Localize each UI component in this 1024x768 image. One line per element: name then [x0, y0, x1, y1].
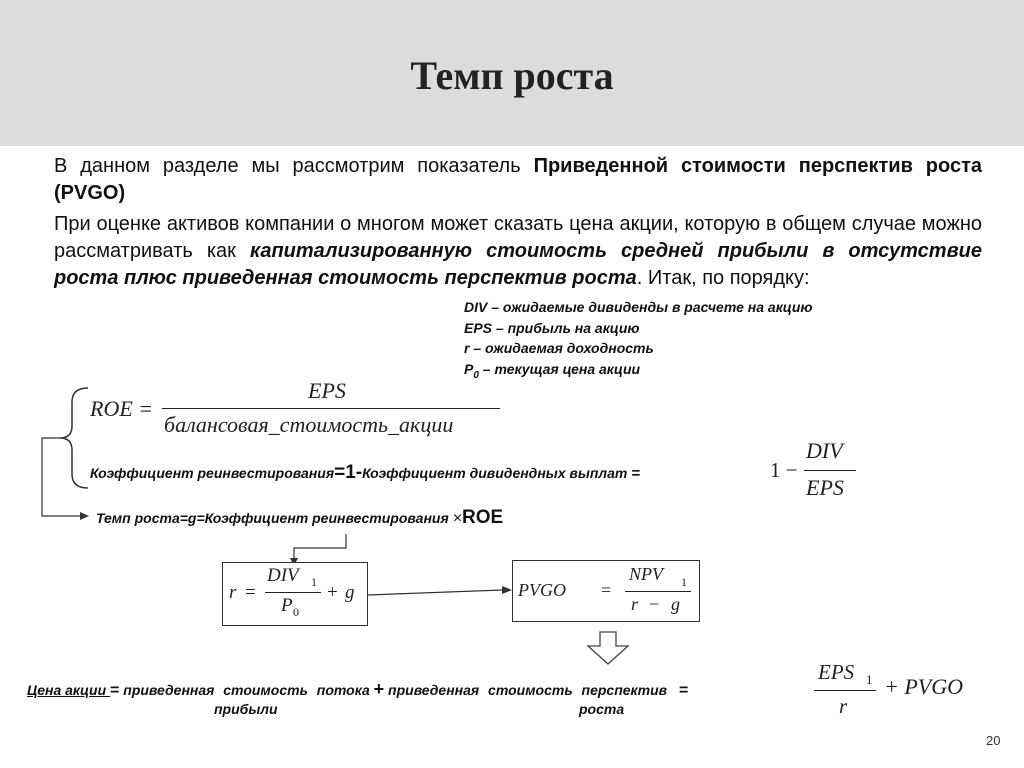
- price-term1-line2: прибыли: [214, 701, 278, 717]
- slide-title: Темп роста: [410, 53, 614, 98]
- pvgo-den-minus: −: [649, 594, 660, 614]
- r-eq: =: [245, 582, 256, 603]
- reinvestment-eq2: =: [627, 465, 641, 482]
- roe-denominator: балансовая_стоимость_акции: [164, 412, 454, 437]
- reinvestment-one-minus: 1 −: [770, 458, 798, 482]
- roe-lhs: ROE =: [90, 396, 154, 421]
- r-num-sub: 1: [311, 575, 317, 589]
- r-numerator: DIV: [267, 565, 299, 586]
- times-sign: ×: [452, 510, 462, 527]
- reinvestment-label: Коэффициент реинвестирования: [90, 465, 335, 481]
- price-term1-line1: приведенная стоимость потока: [123, 682, 370, 698]
- pvgo-lhs: PVGO: [518, 580, 566, 600]
- definition-symbol: r: [464, 340, 470, 356]
- r-to-pvgo-line: [368, 590, 502, 595]
- reinvestment-numerator: DIV: [806, 438, 843, 463]
- price-label: Цена акции: [27, 682, 111, 698]
- page-number: 20: [986, 733, 1001, 748]
- growth-label: Темп роста=g=Коэффициент реинвестирования: [96, 510, 453, 526]
- down-block-arrow-icon: [588, 632, 628, 664]
- r-lhs: r: [229, 582, 237, 603]
- reinvestment-formula: [90, 462, 640, 484]
- brace-to-growth-line: [42, 438, 80, 516]
- price-tail: + PVGO: [884, 674, 963, 699]
- price-eq1: =: [110, 682, 120, 699]
- reinvestment-fraction-line: [804, 470, 856, 471]
- growth-to-r-line: [294, 534, 346, 558]
- r-fraction-line: [265, 592, 321, 593]
- r-denominator: P: [281, 595, 293, 616]
- definition-subscript: 0: [473, 369, 479, 381]
- p1-bold-term: Приведенной стоимости перспектив роста (PVGO): [54, 155, 983, 204]
- price-fraction-line: [814, 690, 876, 691]
- definition-text: – прибыль на акцию: [492, 319, 640, 336]
- pvgo-den-g: g: [671, 594, 680, 614]
- price-denominator: r: [839, 694, 848, 718]
- definition-text: – ожидаемая доходность: [469, 340, 654, 356]
- definition-text: – ожидаемые дивиденды в расчете на акцию: [487, 299, 813, 315]
- p2-text-2: . Итак, по порядку:: [636, 267, 810, 289]
- roe-numerator: EPS: [308, 378, 346, 403]
- price-eq2: =: [679, 682, 689, 699]
- price-plus: +: [373, 679, 385, 699]
- roe-fraction-line: [162, 408, 500, 409]
- definition-text: – текущая цена акции: [478, 360, 641, 377]
- pvgo-eq: =: [601, 580, 612, 600]
- pvgo-den-r: r: [631, 594, 639, 614]
- pvgo-num-sub: 1: [681, 575, 687, 589]
- growth-roe: ROE: [461, 507, 504, 528]
- p1-prefix: В данном разделе мы рассмотрим показатель: [54, 155, 534, 177]
- definition-symbol: DIV: [464, 299, 488, 315]
- p2-emphasis: капитализированную стоимость средней прибыли в отсутствие роста плюс приведенная стоимость перспектив роста: [54, 240, 982, 289]
- arrow-head-pvgo: [502, 586, 512, 594]
- p2-text-1: При оценке активов компании о многом может сказать цена акции, которую в общем случае можно рассматривать как: [54, 213, 982, 262]
- price-formula-line-1: [27, 679, 688, 700]
- curly-brace: [60, 388, 88, 488]
- pvgo-formula-box: [512, 560, 700, 622]
- definition-symbol: P: [464, 360, 474, 377]
- pvgo-fraction-line: [625, 591, 691, 592]
- arrow-head-growth: [80, 512, 89, 520]
- growth-formula: [96, 507, 503, 529]
- reinvestment-eq1: =1-: [334, 462, 363, 483]
- pvgo-numerator: NPV: [629, 564, 663, 584]
- r-plus: +: [327, 582, 338, 603]
- r-den-sub: 0: [293, 605, 299, 619]
- reinvestment-denominator: EPS: [806, 475, 844, 500]
- payout-label: Коэффициент дивидендных выплат: [362, 465, 628, 481]
- r-g: g: [345, 582, 355, 603]
- price-numerator: EPS: [818, 660, 855, 684]
- price-num-sub: 1: [866, 672, 873, 687]
- price-term2-line2: роста: [579, 701, 625, 717]
- definition-symbol: EPS: [464, 319, 493, 336]
- price-term2-line1: приведенная стоимость перспектив: [388, 682, 668, 698]
- r-formula-box: [222, 562, 368, 626]
